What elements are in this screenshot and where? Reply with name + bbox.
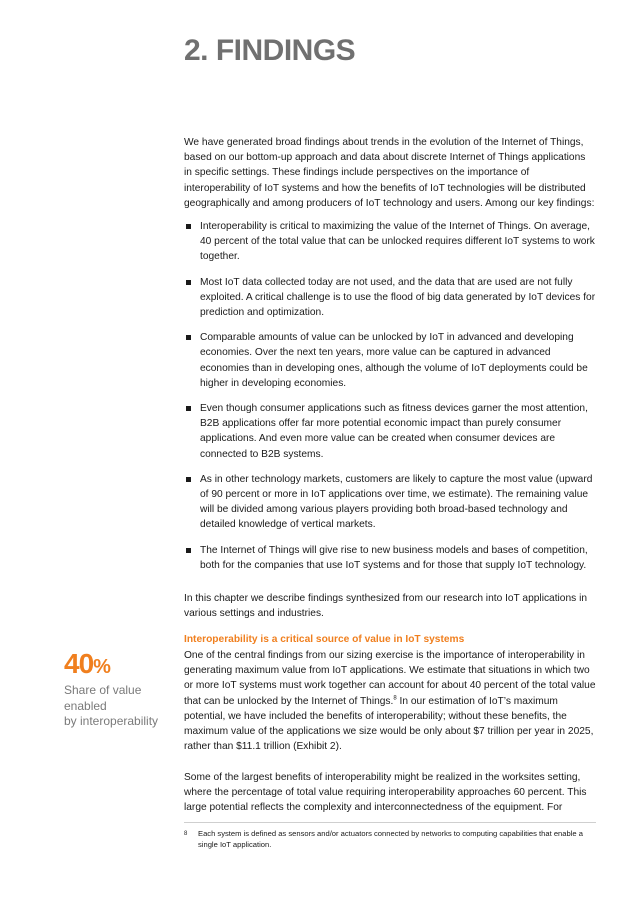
finding-item (184, 543, 596, 573)
paragraph-text: In our estimation of IoT’s maximum potential, we have included the benefits of interoperability; without these benefits, the maximum value of the applications we size would be only about $7 trillion per year in 2025, rather than $11.1 trillion (Exhibit 2). (184, 695, 594, 753)
footnote-mark: 8 (184, 831, 188, 837)
footnote (184, 829, 596, 850)
square-bullet-icon (186, 548, 191, 553)
finding-text: As in other technology markets, customers are likely to capture the most value (upward of 90 percent or more in IoT applications over time, we estimate). The remaining value will be divided among various players providing both broad-based technology and detailed knowledge of vertical markets. (200, 473, 593, 531)
stat-number: 40 (64, 648, 94, 679)
stat-caption-line: by interoperability (64, 714, 159, 728)
finding-item (184, 275, 596, 321)
finding-item (184, 401, 596, 462)
stat-unit: % (93, 656, 110, 678)
stat-value (64, 648, 174, 683)
finding-item (184, 472, 596, 533)
finding-text: Even though consumer applications such as fitness devices garner the most attention, B2B applications offer far more potential economic impact than purely consumer applications. And even more value can be created when consumer devices are connected to B2B systems. (200, 403, 588, 460)
chapter-description: In this chapter we describe findings synthesized from our research into IoT applications in various settings and industries. (184, 593, 587, 620)
square-bullet-icon (186, 335, 191, 340)
stat-callout (64, 648, 174, 730)
stat-caption-line: enabled (64, 698, 107, 713)
section-paragraph-1 (184, 648, 596, 754)
paragraph-text: One of the central findings from our sizing exercise is the importance of interoperability in generating maximum value from IoT applications. We estimate that situations in which two or more IoT systems must work together can account for about 40 percent of the total value that can be unlocked by the Internet of Things. (184, 650, 596, 707)
section-paragraph-2: Some of the largest benefits of interoperability might be realized in the worksites setting, where the percentage of total value requiring interoperability approaches 60 percent. This large potential reflects the complexity and interconnectedness of the equipment. For (184, 772, 587, 814)
finding-text: Interoperability is critical to maximizing the value of the Internet of Things. On average, 40 percent of the total value that can be unlocked requires different IoT systems to work together. (200, 221, 595, 263)
intro-paragraph: We have generated broad findings about trends in the evolution of the Internet of Things, based on our bottom-up approach and data about discrete Internet of Things applications in specific settings. These findings include perspectives on the importance of interoperability of IoT systems and how the benefits of IoT technologies will be distributed geographically and among producers of IoT technology and users. Among our key findings: (184, 137, 595, 209)
finding-item (184, 219, 596, 265)
footnote-reference[interactable]: 8 (393, 695, 397, 702)
stat-caption-line: Share of value (64, 683, 142, 697)
finding-item (184, 330, 596, 391)
square-bullet-icon (186, 224, 191, 229)
stat-caption (64, 683, 174, 730)
finding-text: The Internet of Things will give rise to new business models and bases of competition, both for the companies that use IoT systems and for those that supply IoT technology. (200, 544, 588, 571)
square-bullet-icon (186, 280, 191, 285)
page-title: 2. FINDINGS (184, 34, 356, 67)
finding-text: Most IoT data collected today are not used, and the data that are used are not fully exploited. A critical challenge is to use the flood of big data generated by IoT devices for prediction and optimization. (200, 276, 596, 319)
footnote-divider (184, 822, 596, 823)
square-bullet-icon (186, 406, 191, 411)
square-bullet-icon (186, 477, 191, 482)
finding-text: Comparable amounts of value can be unlocked by IoT in advanced and developing economies. Over the next ten years, more value can be captured in advanced economies than in developing ones, although the volume of IoT deployments could be higher in developing economies. (200, 332, 588, 389)
section-heading: Interoperability is a critical source of value in IoT systems (184, 634, 465, 645)
footnote-text: Each system is defined as sensors and/or actuators connected by networks to computing capabilities that enable a single IoT application. (198, 829, 583, 849)
key-findings-list (184, 219, 596, 583)
